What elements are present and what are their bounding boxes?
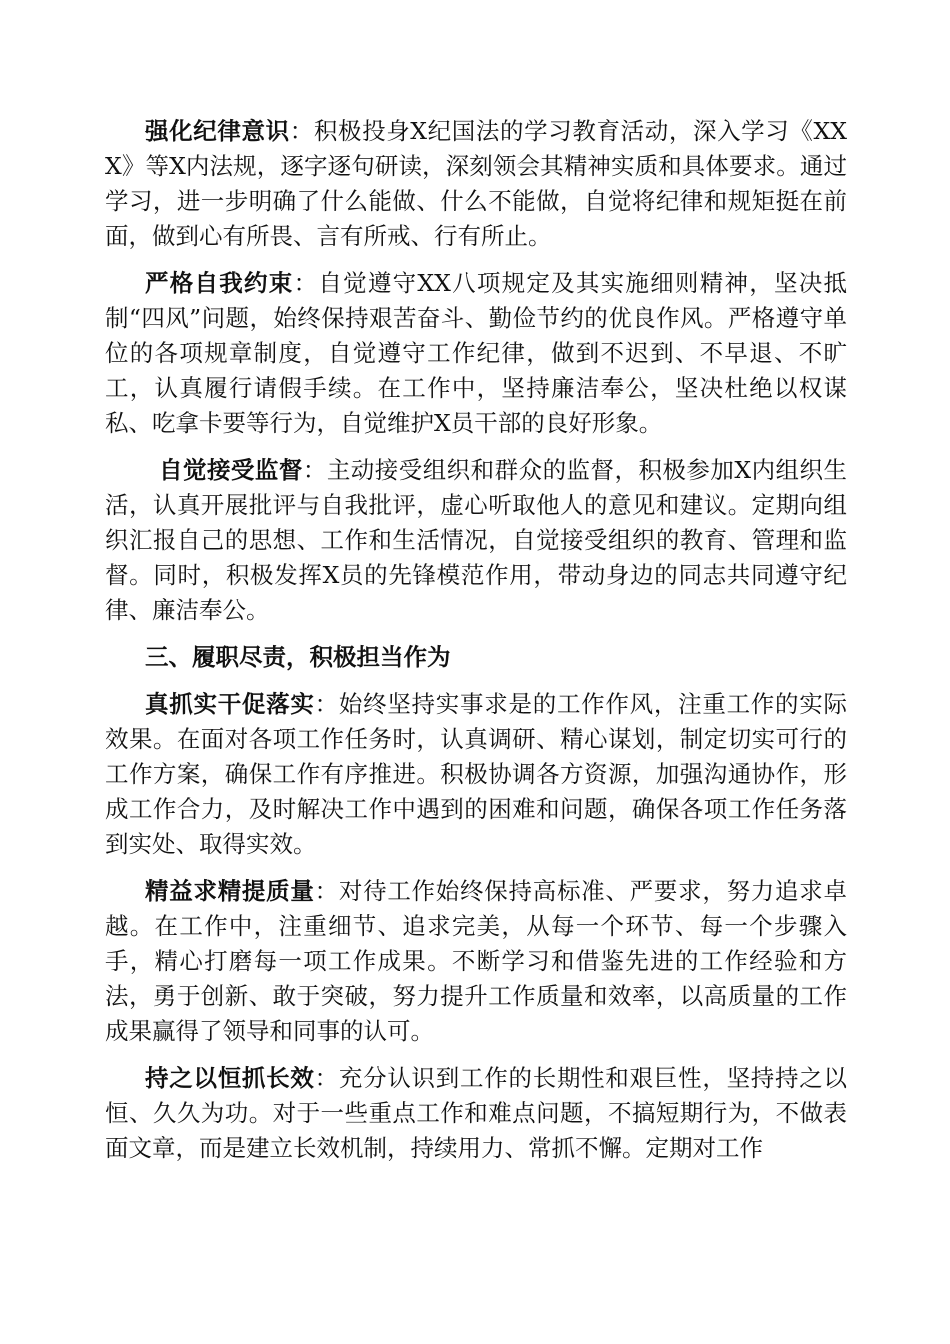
paragraph-quality: [105, 874, 847, 1049]
document-body: [105, 114, 847, 1178]
paragraph-text: ：充分认识到工作的长期性和艰巨性，坚持持之以恒、久久为功。对于一些重点工作和难点问题，不搞短期行为，不做表面文章，而是建立长效机制，持续用力、常抓不懈。定期对工作: [105, 1064, 847, 1162]
paragraph-lead: 真抓实干促落实: [145, 690, 315, 718]
paragraph-text: ：积极投身X纪国法的学习教育活动，深入学习《XXX》等X内法规，逐字逐句研读，深刻领会其精神实质和具体要求。通过学习，进一步明确了什么能做、什么不能做，自觉将纪律和规矩挺在前面，做到心有所畏、言有所戒、行有所止。: [105, 117, 847, 250]
paragraph-lead: 自觉接受监督: [159, 456, 303, 484]
paragraph-lead: 持之以恒抓长效: [145, 1064, 315, 1092]
paragraph-lead: 强化纪律意识: [145, 117, 290, 145]
paragraph-text: ：对待工作始终保持高标准、严要求，努力追求卓越。在工作中，注重细节、追求完美，从每一个环节、每一个步骤入手，精心打磨每一项工作成果。不断学习和借鉴先进的工作经验和方法，勇于创新、敢于突破，努力提升工作质量和效率，以高质量的工作成果赢得了领导和同事的认可。: [105, 877, 847, 1045]
paragraph-lead: 精益求精提质量: [145, 877, 315, 905]
section-heading: 三、履职尽责，积极担当作为: [145, 643, 451, 671]
paragraph-long-term: [105, 1061, 847, 1166]
paragraph-text: ：自觉遵守XX八项规定及其实施细则精神，坚决抵制“四风”问题，始终保持艰苦奋斗、勤俭节约的优良作风。严格遵守单位的各项规章制度，自觉遵守工作纪律，做到不迟到、不早退、不旷工，认真履行请假手续。在工作中，坚持廉洁奉公，坚决杜绝以权谋私、吃拿卡要等行为，自觉维护X员干部的良好形象。: [105, 269, 847, 437]
paragraph-discipline-awareness: [105, 114, 847, 254]
paragraph-accept-supervision: [105, 453, 847, 628]
paragraph-text: ：主动接受组织和群众的监督，积极参加X内组织生活，认真开展批评与自我批评，虚心听取他人的意见和建议。定期向组织汇报自己的思想、工作和生活情况，自觉接受组织的教育、管理和监督。同时，积极发挥X员的先锋模范作用，带动身边的同志共同遵守纪律、廉洁奉公。: [105, 456, 847, 624]
paragraph-self-restraint: [105, 266, 847, 441]
paragraph-implementation: [105, 687, 847, 862]
paragraph-text: ：始终坚持实事求是的工作作风，注重工作的实际效果。在面对各项工作任务时，认真调研、精心谋划，制定切实可行的工作方案，确保工作有序推进。积极协调各方资源，加强沟通协作，形成工作合力，及时解决工作中遇到的困难和问题，确保各项工作任务落到实处、取得实效。: [105, 690, 847, 858]
paragraph-lead: 严格自我约束: [145, 269, 294, 297]
